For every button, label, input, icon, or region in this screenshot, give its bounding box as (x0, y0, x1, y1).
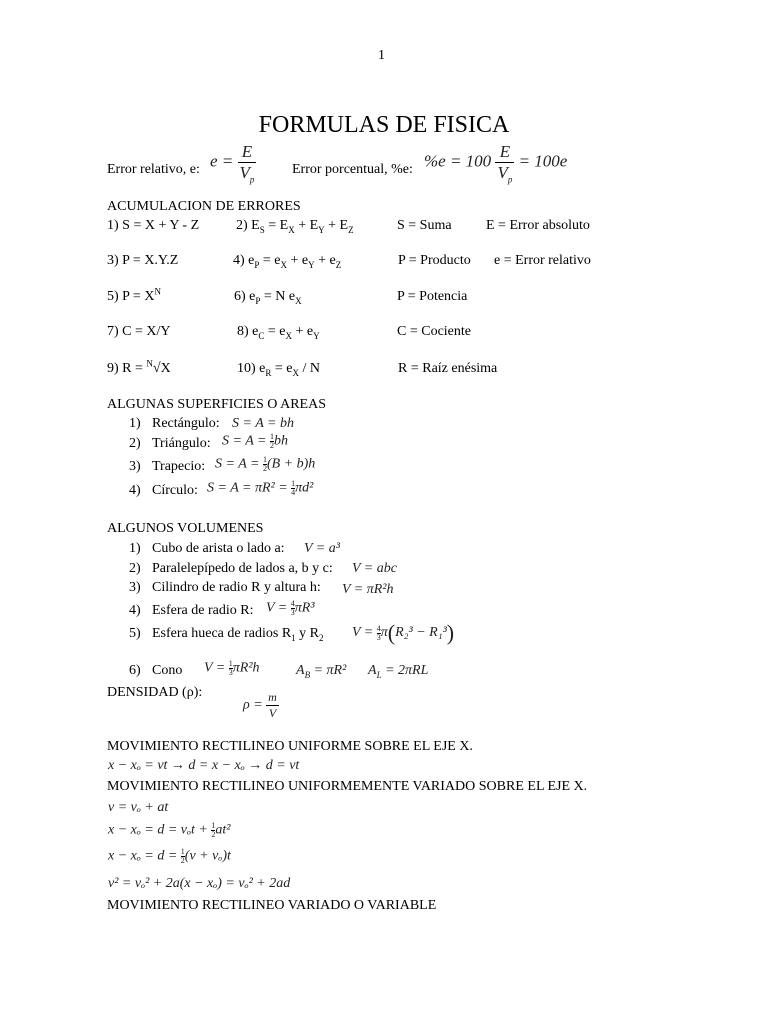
percent-error-rhs: = 100e (518, 151, 568, 171)
volume-item-4-num: 4) (129, 603, 141, 618)
area-item-1-num: 1) (129, 416, 141, 431)
percent-error-formula (424, 142, 567, 183)
accum-row-2-c: P = Producto (398, 253, 471, 268)
accum-row-1-b: 2) $E_S = E_X + E_Y + E_Z$ (236, 218, 354, 235)
volume-item-2-label: Paralelepípedo de lados a, b y c: (152, 561, 333, 576)
accum-row-2-b: 4) $e_P = e_X + e_Y + e_Z$ (233, 253, 342, 270)
volume-item-1-formula: V = a³ (304, 541, 340, 556)
density-label: DENSIDAD (ρ): (107, 685, 203, 700)
area-item-2-formula: S = A = $\frac{1}{2}$ bh (222, 432, 288, 450)
area-item-3-label: Trapecio: (152, 459, 206, 474)
relative-error-formula (210, 142, 256, 183)
accum-row-5-c: R = Raíz enésima (398, 361, 498, 376)
accum-row-3-b: 6) $e_P = N$ $e_X$ (234, 289, 302, 306)
percent-error-den (495, 162, 514, 183)
accum-row-2-d: e = Error relativo (494, 253, 591, 268)
accum-row-1-c: S = Suma (397, 218, 452, 233)
volume-item-3-num: 3) (129, 580, 141, 595)
volume-item-4-formula: V = $\frac{4}{3}$ πR³ (266, 599, 315, 617)
volume-item-5-num: 5) (129, 626, 141, 641)
percent-error-fraction (495, 142, 514, 183)
area-item-4-label: Círculo: (152, 483, 198, 498)
mruv-formula-2: x − xₒ = d = vₒt + $\frac{1}{2}$ at² (108, 821, 231, 839)
relative-error-den-v: V (239, 163, 250, 182)
volumes-heading: ALGUNOS VOLUMENES (107, 521, 264, 536)
volume-item-6-formula: V = $\frac{1}{3}$ πR²h (204, 659, 260, 677)
mruv-formula-1: v = vₒ + at (108, 800, 169, 815)
page-title: FORMULAS DE FISICA (258, 112, 510, 138)
mrv-heading: MOVIMIENTO RECTILINEO VARIADO O VARIABLE (107, 898, 437, 913)
mruv-formula-3: x − xₒ = d = $\frac{1}{2}$ (v + vₒ)t (108, 847, 231, 865)
accum-row-2-a: 3) P = X.Y.Z (107, 253, 179, 268)
density-formula: ρ = $\frac{m}{V}$ (243, 690, 277, 720)
percent-error-lhs: %e = 100 (424, 151, 492, 171)
area-item-4-formula: S = A = πR² = $\frac{1}{4}$ πd² (207, 479, 314, 497)
volume-item-6-label: Cono (152, 663, 183, 678)
page-number: 1 (378, 48, 385, 63)
area-item-4-num: 4) (129, 483, 141, 498)
volume-item-3-formula: V = πR²h (342, 582, 394, 597)
volume-item-2-num: 2) (129, 561, 141, 576)
accumulation-heading: ACUMULACION DE ERRORES (107, 199, 301, 214)
accum-row-3-c: P = Potencia (397, 289, 468, 304)
relative-error-den (238, 162, 257, 183)
accum-row-3-a: 5) $P = X^N$ (107, 286, 161, 304)
cone-base-area: $A_B = \pi R^2$ (296, 663, 347, 680)
area-item-3-formula: S = A = $\frac{1}{2}$ (B + b)h (215, 455, 316, 473)
relative-error-num: E (241, 142, 253, 161)
mruv-heading: MOVIMIENTO RECTILINEO UNIFORMEMENTE VARIADO SOBRE EL EJE X. (107, 779, 588, 794)
accum-row-5-a: 9) R = $^N$√X (107, 358, 171, 376)
accum-row-1-a: 1) S = X + Y - Z (107, 218, 200, 233)
area-item-1-label: Rectángulo: (152, 416, 220, 431)
area-item-3-num: 3) (129, 459, 141, 474)
volume-item-1-label: Cubo de arista o lado a: (152, 541, 285, 556)
volume-item-2-formula: V = abc (352, 561, 397, 576)
accum-row-4-a: 7) C = X/Y (107, 324, 171, 339)
accum-row-4-c: C = Cociente (397, 324, 471, 339)
relative-error-label: Error relativo, e: (107, 162, 200, 177)
percent-error-num: E (499, 142, 511, 161)
volume-item-4-label: Esfera de radio R: (152, 603, 254, 618)
mruv-formula-4: v² = vₒ² + 2a(x − xₒ) = vₒ² + 2ad (108, 876, 291, 891)
accum-row-4-b: 8) $e_C = e_X + e_Y$ (237, 324, 320, 341)
percent-error-label: Error porcentual, %e: (292, 162, 413, 177)
percent-error-den-sub: p (507, 174, 513, 185)
volume-item-6-num: 6) (129, 663, 141, 678)
cone-lateral-area: $A_L = 2\pi RL$ (368, 663, 429, 680)
area-item-2-label: Triángulo: (152, 436, 211, 451)
volume-item-1-num: 1) (129, 541, 141, 556)
areas-heading: ALGUNAS SUPERFICIES O AREAS (107, 397, 326, 412)
volume-item-3-label: Cilindro de radio R y altura h: (152, 580, 321, 595)
relative-error-lhs: e = (210, 151, 234, 171)
volume-item-5-label: Esfera hueca de radios $R_1$ y $R_2$ (152, 626, 324, 643)
accum-row-5-b: 10) $e_R = e_X / N$ (237, 361, 321, 378)
relative-error-fraction (238, 142, 257, 183)
percent-error-den-v: V (497, 163, 508, 182)
accum-row-1-d: E = Error absoluto (486, 218, 590, 233)
area-item-2-num: 2) (129, 436, 141, 451)
relative-error-den-sub: p (249, 174, 255, 185)
area-item-1-formula: S = A = bh (232, 416, 294, 431)
volume-item-5-formula: V = $\frac{4}{3}$ π(R₂³ − R₁³) (352, 620, 455, 645)
mru-formula: x − xₒ = vt → d = x − xₒ → d = vt (108, 758, 300, 773)
mru-heading: MOVIMIENTO RECTILINEO UNIFORME SOBRE EL EJE X. (107, 739, 473, 754)
